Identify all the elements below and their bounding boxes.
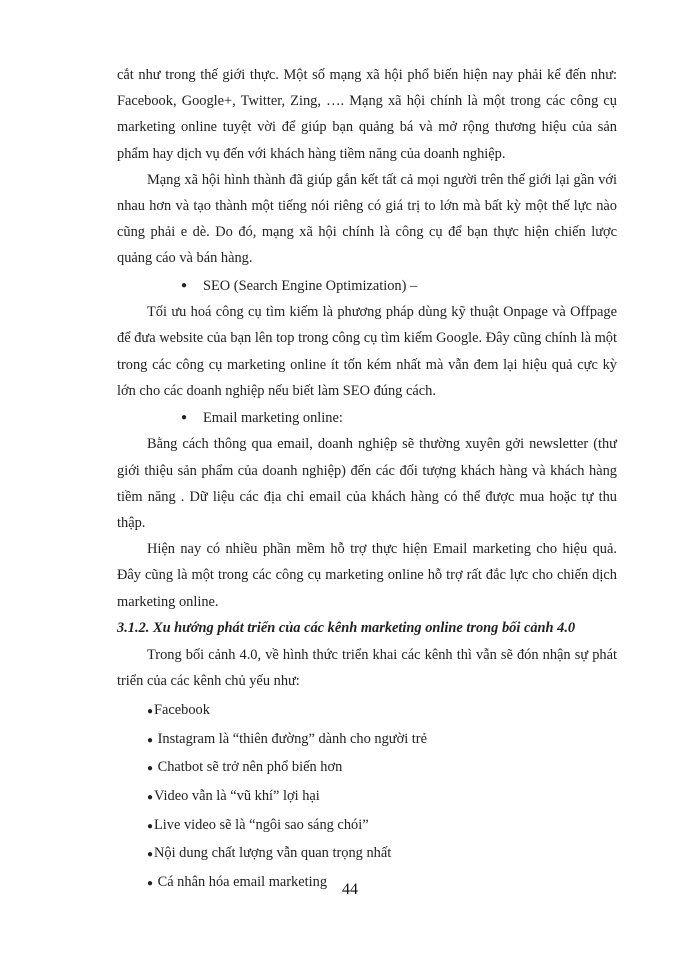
bullet-dot-icon: ●	[147, 706, 154, 718]
list-item: ●Video vẫn là “vũ khí” lợi hại	[147, 783, 617, 812]
paragraph-trend-intro: Trong bối cảnh 4.0, về hình thức triển khai các kênh thì vẫn sẽ đón nhận sự phát triển của các kênh chủ yếu như:	[117, 646, 617, 690]
paragraph-email-software: Hiện nay có nhiều phần mềm hỗ trợ thực hiện Email marketing cho hiệu quả. Đây cũng là một trong các công cụ marketing online hỗ trợ rất đắc lực cho chiến dịch marketing online.	[117, 541, 617, 610]
paragraph-seo: Tối ưu hoá công cụ tìm kiếm là phương pháp dùng kỹ thuật Onpage và Offpage để đưa website của bạn lên top trong công cụ tìm kiếm Google. Đây cũng chính là một trong các công cụ marketing online ít tốn kém nhất mà vẫn đem lại hiệu quả cực kỳ lớn cho các doanh nghiệp nếu biết làm SEO đúng cách.	[117, 304, 617, 399]
page-body	[117, 62, 617, 897]
bullet-dot-icon: ●	[181, 411, 188, 423]
bullet-dot-icon: ●	[181, 279, 188, 291]
paragraph-social-network-intro: cắt như trong thế giới thực. Một số mạng xã hội phổ biến hiện nay phải kể đến như: Facebook, Google+, Twitter, Zing, …. Mạng xã hội chính là một trong các công cụ marketing online tuyệt vời để giúp bạn quảng bá và mở rộng thương hiệu của sản phẩm hay dịch vụ đến với khách hàng tiềm năng của doanh nghiệp.	[117, 67, 617, 162]
trend-list	[117, 697, 617, 897]
list-item: ●Facebook	[147, 697, 617, 726]
list-item: ●Nội dung chất lượng vẫn quan trọng nhất	[147, 840, 617, 869]
bullet-dot-icon: ●	[147, 820, 154, 832]
list-item: ● Chatbot sẽ trở nên phổ biến hơn	[147, 754, 617, 783]
bullet-dot-icon: ●	[147, 877, 154, 889]
page-number: 44	[342, 881, 358, 898]
bullet-seo	[117, 273, 617, 300]
bullet-dot-icon: ●	[147, 792, 154, 804]
section-heading: 3.1.2. Xu hướng phát triển của các kênh marketing online trong bối cảnh 4.0	[117, 619, 576, 636]
paragraph-social-network-impact: Mạng xã hội hình thành đã giúp gắn kết tất cả mọi người trên thế giới lại gần với nhau hơn và tạo thành một tiếng nói riêng có giá trị to lớn mà bất kỳ một thế lực nào cũng phải e dè. Do đó, mạng xã hội chính là công cụ để bạn thực hiện chiến lược quảng cáo và bán hàng.	[117, 171, 617, 267]
bullet-dot-icon: ●	[147, 849, 154, 861]
list-item: ●Live video sẽ là “ngôi sao sáng chói”	[147, 812, 617, 841]
list-item: ● Instagram là “thiên đường” dành cho người trẻ	[147, 726, 617, 755]
paragraph-email-method: Bằng cách thông qua email, doanh nghiệp sẽ thường xuyên gởi newsletter (thư giới thiệu sản phẩm của doanh nghiệp) đến các đối tượng khách hàng và khách hàng tiềm năng . Dữ liệu các địa chỉ email của khách hàng có thể được mua hoặc tự thu thập.	[117, 436, 617, 532]
bullet-dot-icon: ●	[147, 763, 154, 775]
bullet-email	[117, 405, 617, 432]
bullet-seo-label: SEO (Search Engine Optimization) –	[203, 277, 418, 294]
bullet-dot-icon: ●	[147, 734, 154, 746]
list-item: ● Cá nhân hóa email marketing	[147, 869, 617, 898]
bullet-email-label: Email marketing online:	[203, 409, 343, 426]
